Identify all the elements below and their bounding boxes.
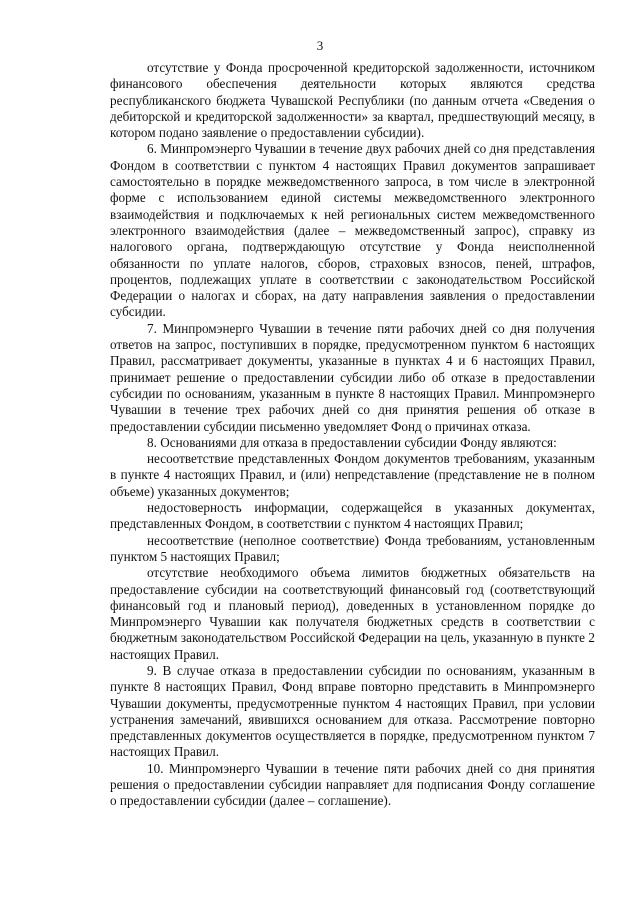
paragraph-item-10: 10. Минпромэнерго Чувашии в течение пяти рабочих дней со дня принятия решения о предоставлении субсидии направляет для подписания Фонду соглашение о предоставлении субсидии (далее – соглашение). — [110, 760, 595, 809]
document-body — [110, 60, 595, 810]
paragraph-debt-condition: отсутствие у Фонда просроченной кредиторской задолженности, источником финансового обеспечения деятельности которых являются средства республиканского бюджета Чувашской Республики (по данным отчета «Сведения о дебиторской и кредиторской задолженности» за квартал, предшествующий месяцу, в котором подано заявление о предоставлении субсидии). — [110, 60, 595, 141]
paragraph-refusal-ground-1: несоответствие представленных Фондом документов требованиям, указанным в пункте 4 настоящих Правил, и (или) непредставление (представление не в полном объеме) указанных документов; — [110, 451, 595, 499]
paragraph-item-6: 6. Минпромэнерго Чувашии в течение двух рабочих дней со дня представления Фондом в соответствии с пунктом 4 настоящих Правил документов запрашивает самостоятельно в порядке межведомственного запроса, в том числе в электронной форме с использованием единой системы межведомственного электронного взаимодействия и подключаемых к ней региональных систем межведомственного электронного взаимодействия (далее – межведомственный запрос), справку из налогового органа, подтверждающую отсутствие у Фонда неисполненной обязанности по уплате налогов, сборов, страховых взносов, пеней, штрафов, процентов, подлежащих уплате в соответствии с законодательством Российской Федерации о налогах и сборах, на дату направления заявления о предоставлении субсидии. — [110, 141, 596, 320]
paragraph-refusal-ground-3: несоответствие (неполное соответствие) Фонда требованиям, установленным пунктом 5 настоящих Правил; — [110, 532, 595, 564]
paragraph-refusal-ground-2: недостоверность информации, содержащейся в указанных документах, представленных Фондом, в соответствии с пунктом 4 настоящих Правил; — [110, 500, 595, 532]
paragraph-item-7: 7. Минпромэнерго Чувашии в течение пяти рабочих дней со дня получения ответов на запрос, поступивших в порядке, предусмотренном пунктом 6 настоящих Правил, рассматривает документы, указанные в пунктах 4 и 6 настоящих Правил, принимает решение о предоставлении субсидии либо об отказе в предоставлении субсидии по основаниям, указанным в пункте 8 настоящих Правил. Минпромэнерго Чувашии в течение трех рабочих дней со дня принятия решения об отказе в предоставлении субсидии письменно уведомляет Фонд о причинах отказа. — [110, 320, 595, 434]
paragraph-item-8: 8. Основаниями для отказа в предоставлении субсидии Фонду являются: — [147, 434, 557, 450]
page-number: 3 — [316, 38, 324, 53]
paragraph-refusal-ground-4: отсутствие необходимого объема лимитов бюджетных обязательств на предоставление субсидии на соответствующий финансовый год (соответствующий финансовый год и плановый период), доведенных в установленном порядке до Минпромэнерго Чувашии как получателя бюджетных средств в соответствии с бюджетным законодательством Российской Федерации на цель, указанную в пункте 2 настоящих Правил. — [110, 565, 595, 662]
paragraph-item-9: 9. В случае отказа в предоставлении субсидии по основаниям, указанным в пункте 8 настоящих Правил, Фонд вправе повторно представить в Минпромэнерго Чувашии документы, предусмотренные пунктом 4 настоящих Правил, при условии устранения замечаний, явившихся основанием для отказа. Рассмотрение повторно представленных документов осуществляется в порядке, предусмотренном пунктом 7 настоящих Правил. — [110, 662, 595, 760]
